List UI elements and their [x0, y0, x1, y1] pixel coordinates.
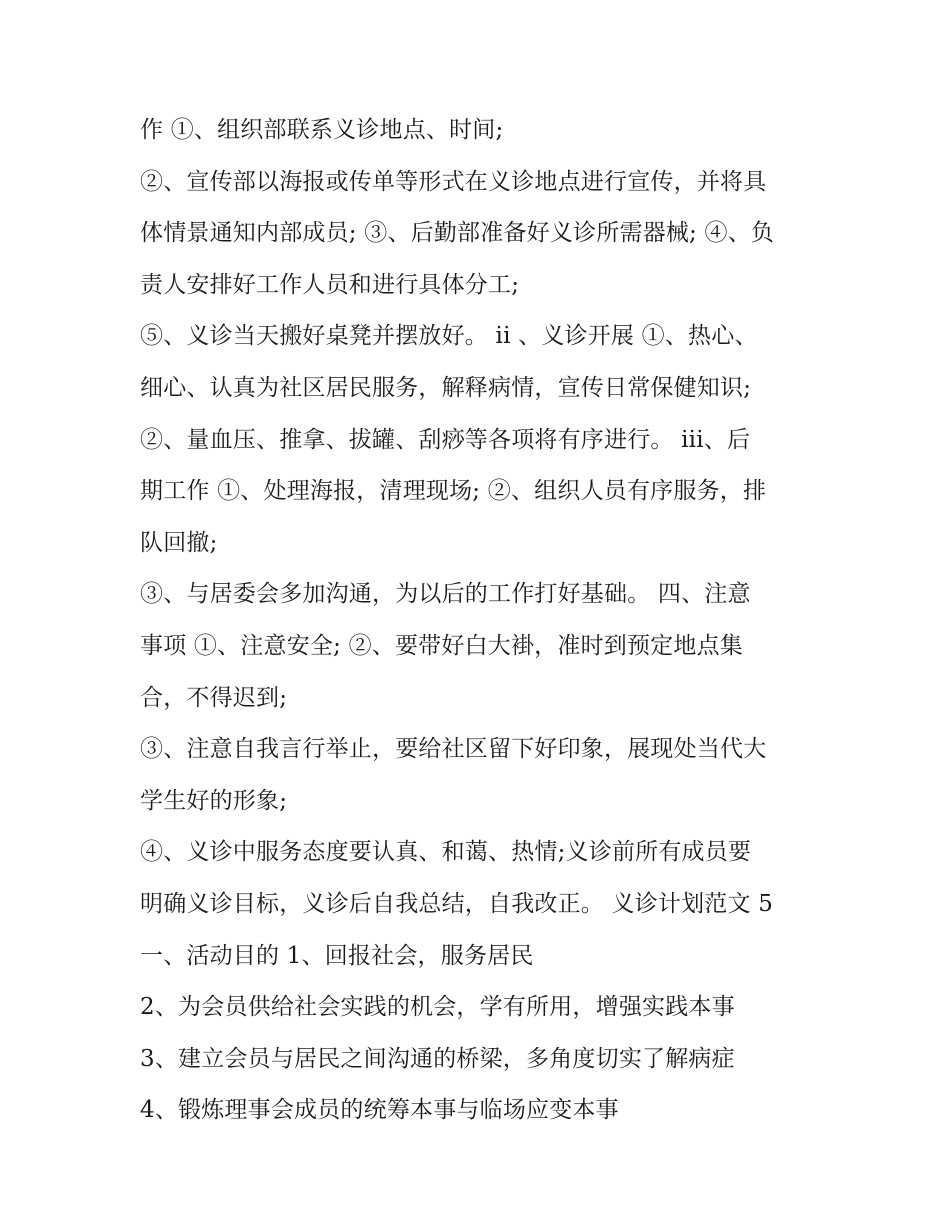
text-line: 细心、认真为社区居民服务，解释病情，宣传日常保健知识;	[140, 374, 752, 401]
text-line: 合，不得迟到;	[140, 684, 288, 711]
text-line: 体情景通知内部成员; ③、后勤部准备好义诊所需器械; ④、负	[140, 220, 775, 247]
text-line: 队回撤;	[140, 529, 218, 556]
text-line: ②、宣传部以海报或传单等形式在义诊地点进行宣传，并将具	[140, 168, 767, 195]
text-line: 明确义诊目标，义诊后自我总结，自我改正。 义诊计划范文 5	[140, 890, 774, 917]
text-line: ③、与居委会多加沟通，为以后的工作打好基础。 四、注意	[140, 581, 751, 608]
text-line: 4、锻炼理事会成员的统筹本事与临场应变本事	[140, 1097, 619, 1124]
text-line: 事项 ①、注意安全; ②、要带好白大褂，准时到预定地点集	[140, 632, 743, 659]
text-line: 期工作 ①、处理海报，清理现场; ②、组织人员有序服务，排	[140, 478, 767, 505]
document-body	[140, 107, 820, 1139]
text-line: ③、注意自我言行举止，要给社区留下好印象，展现处当代大	[140, 736, 767, 763]
text-line: 学生好的形象;	[140, 787, 288, 814]
text-line: 一、活动目的 1、回报社会，服务居民	[140, 942, 534, 969]
text-line: 2、为会员供给社会实践的机会，学有所用，增强实践本事	[140, 994, 735, 1021]
text-line: ⑤、义诊当天搬好桌凳并摆放好。 ii 、义诊开展 ①、热心、	[140, 323, 758, 350]
text-line: ②、量血压、推拿、拔罐、刮痧等各项将有序进行。 iii、后	[140, 426, 751, 453]
text-line: 责人安排好工作人员和进行具体分工;	[140, 271, 520, 298]
text-line: 作 ①、组织部联系义诊地点、时间;	[140, 117, 504, 143]
text-line: 3、建立会员与居民之间沟通的桥梁，多角度切实了解病症	[140, 1045, 735, 1072]
text-line: ④、义诊中服务态度要认真、和蔼、热情;义诊前所有成员要	[140, 839, 752, 866]
